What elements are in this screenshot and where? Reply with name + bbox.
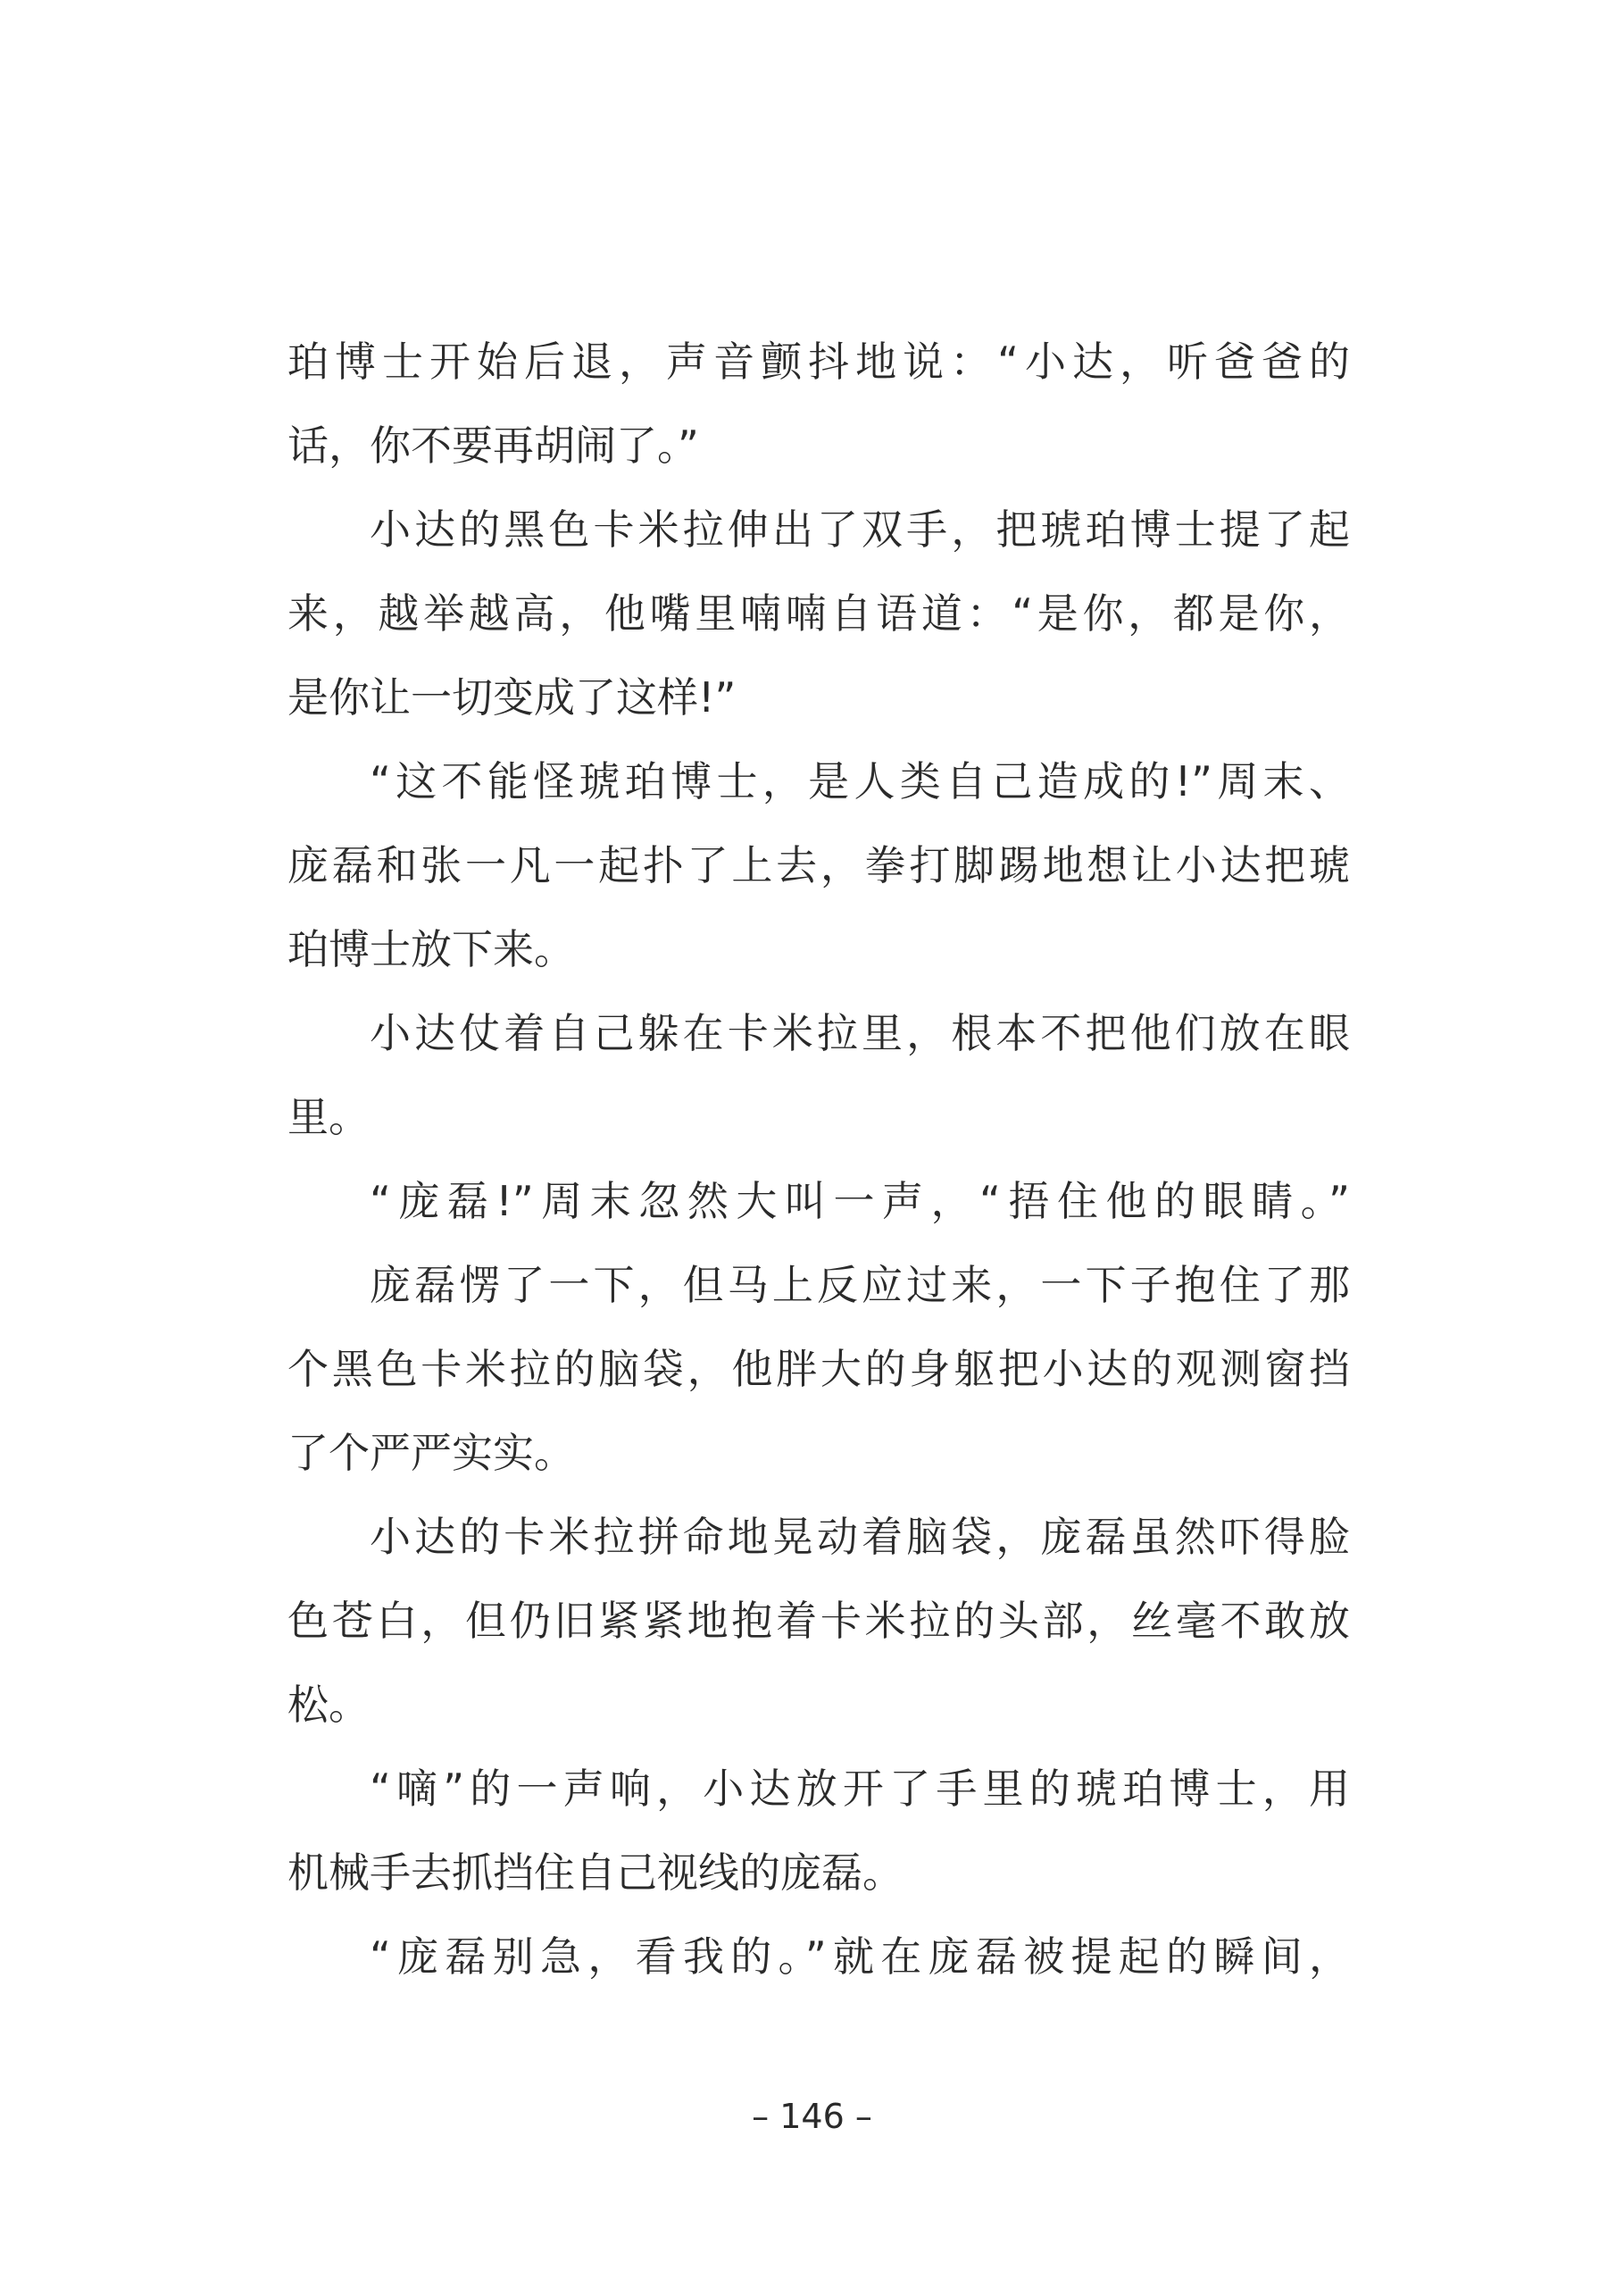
- text-line: 珀博士开始后退，声音颤抖地说：“小达，听爸爸的: [287, 338, 1350, 386]
- text-line: “庞磊!”周末忽然大叫一声，“捂住他的眼睛。”: [370, 1177, 1350, 1225]
- text-line: 了个严严实实。: [287, 1429, 575, 1477]
- text-line: 来，越举越高，他嘴里喃喃自语道：“是你，都是你，: [287, 589, 1350, 638]
- text-line: 小达仗着自己躲在卡米拉里，根本不把他们放在眼: [370, 1009, 1350, 1057]
- text-line: 珀博士放下来。: [287, 925, 575, 973]
- text-line: 里。: [287, 1093, 370, 1141]
- text-line: 色苍白，但仍旧紧紧地抱着卡米拉的头部，丝毫不敢放: [287, 1597, 1350, 1645]
- text-line: 是你让一切变成了这样!”: [287, 673, 737, 722]
- text-line: 松。: [287, 1681, 370, 1729]
- text-line: 庞磊和张一凡一起扑了上去，拳打脚踢地想让小达把琥: [287, 841, 1350, 889]
- text-line: 机械手去抓挡住自己视线的庞磊。: [287, 1848, 904, 1897]
- text-line: 小达的黑色卡米拉伸出了双手，把琥珀博士提了起: [370, 505, 1350, 554]
- text-line: 小达的卡米拉拼命地晃动着脑袋，庞磊虽然吓得脸: [370, 1513, 1350, 1561]
- text-line: “这不能怪琥珀博士，是人类自己造成的!”周末、: [370, 757, 1350, 805]
- page-body: [287, 320, 1350, 1998]
- text-line: “庞磊别急，看我的。”就在庞磊被提起的瞬间，: [370, 1932, 1350, 1981]
- text-line: 话，你不要再胡闹了。”: [287, 421, 699, 470]
- page-number: – 146 –: [752, 2097, 872, 2136]
- text-line: 庞磊愣了一下，但马上反应过来，一下子抱住了那: [370, 1261, 1350, 1309]
- text-line: 个黑色卡米拉的脑袋，他胖大的身躯把小达的观测窗挡: [287, 1345, 1350, 1393]
- text-line: “嘀”的一声响，小达放开了手里的琥珀博士，用: [370, 1765, 1350, 1813]
